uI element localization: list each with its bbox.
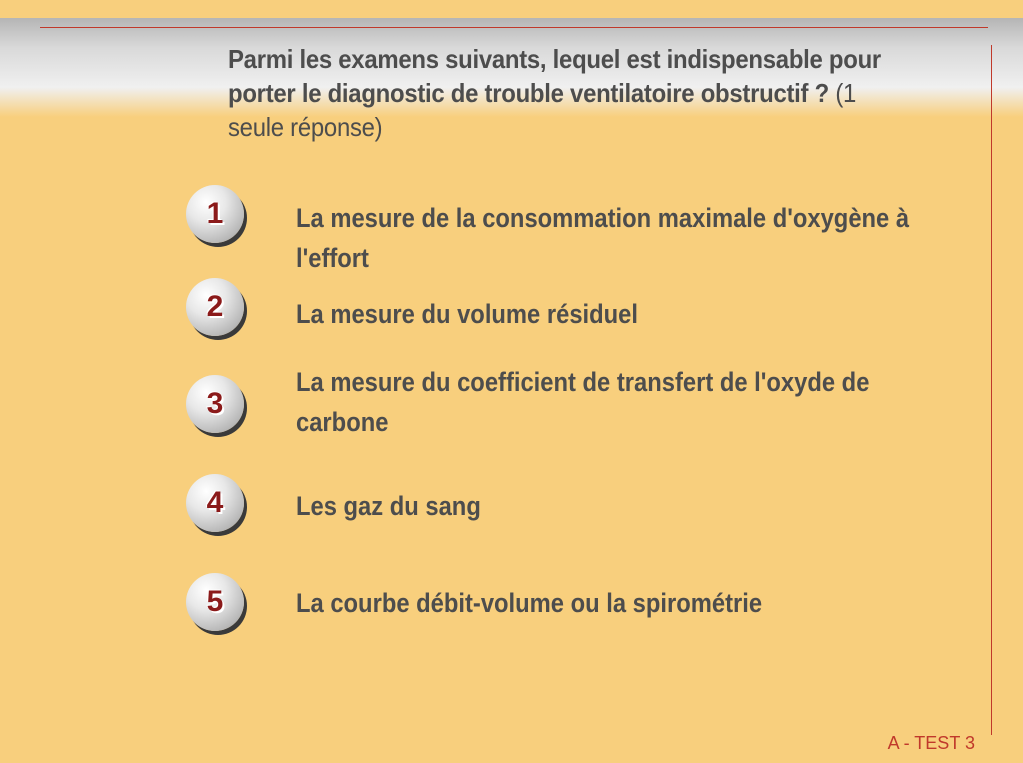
question-text xyxy=(228,42,890,144)
choice-1-badge[interactable] xyxy=(186,185,244,243)
choice-4-badge[interactable] xyxy=(186,474,244,532)
choice-1-number: 1 xyxy=(206,197,224,230)
choice-5-text[interactable]: La courbe débit-volume ou la spirométrie xyxy=(296,588,763,618)
choice-4-number: 4 xyxy=(206,486,224,519)
question-note: (1 seule réponse) xyxy=(228,78,857,142)
right-divider xyxy=(991,45,992,735)
top-divider xyxy=(40,27,988,28)
choice-3-text[interactable]: La mesure du coefficient de transfert de l'oxyde de carbone xyxy=(296,367,870,437)
choice-3-number: 3 xyxy=(206,387,224,420)
choice-2-text[interactable]: La mesure du volume résiduel xyxy=(296,299,639,329)
choice-4-text[interactable]: Les gaz du sang xyxy=(296,491,481,521)
choice-5-badge[interactable] xyxy=(186,573,244,631)
choice-1-text[interactable]: La mesure de la consommation maximale d'oxygène à l'effort xyxy=(296,203,910,273)
choice-2-badge[interactable] xyxy=(186,278,244,336)
choice-5-number: 5 xyxy=(206,585,224,618)
choice-2-number: 2 xyxy=(206,290,224,323)
choice-3-badge[interactable] xyxy=(186,375,244,433)
question-bold: Parmi les examens suivants, lequel est indispensable pour porter le diagnostic de trouble ventilatoire obstructif ? xyxy=(228,44,881,108)
slide-footer-label: A - TEST 3 xyxy=(887,733,975,753)
